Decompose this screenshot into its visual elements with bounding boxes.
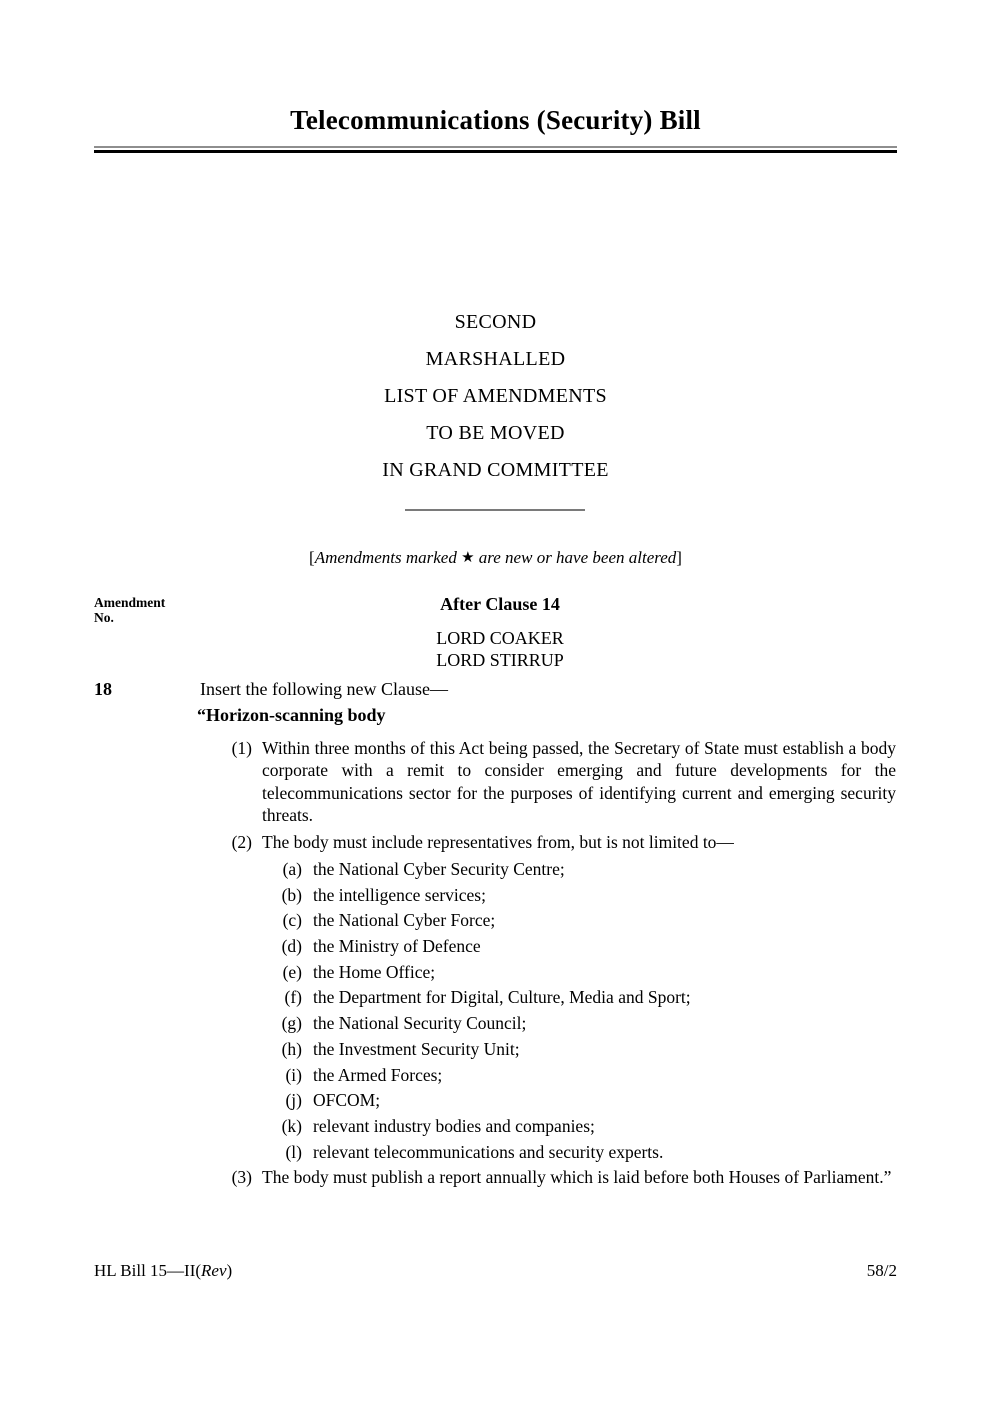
subitem-text: the National Cyber Security Centre; <box>313 859 565 879</box>
page-title: Telecommunications (Security) Bill <box>290 105 701 135</box>
subitem-text: the Home Office; <box>313 961 436 982</box>
amendment-no-label-line2: No. <box>94 610 114 625</box>
clause-paragraph-2 <box>218 831 896 853</box>
note-text-before-star: Amendments marked <box>314 548 462 567</box>
heading-line-3: LIST OF AMENDMENTS <box>384 385 607 407</box>
subitem-text: the National Security Council; <box>313 1013 527 1034</box>
amendment-number: 18 <box>94 679 112 699</box>
list-item <box>268 1088 888 1114</box>
clause-paragraph-3 <box>218 1166 896 1188</box>
sponsor-name-2: LORD STIRRUP <box>436 650 564 670</box>
starred-amendments-note <box>94 548 897 568</box>
list-item <box>268 1114 888 1140</box>
sponsor-list <box>200 627 800 671</box>
note-open-bracket: [ <box>309 548 315 567</box>
title-double-rule <box>94 146 897 153</box>
subitem-text: the Investment Security Unit; <box>313 1038 520 1059</box>
subitem-text: the National Cyber Force; <box>313 910 496 931</box>
subitem-text: OFCOM; <box>313 1090 381 1111</box>
bill-reference-prefix: HL Bill 15—II( <box>94 1261 202 1280</box>
list-heading-block <box>94 304 897 489</box>
star-icon: ★ <box>461 550 475 566</box>
paragraph-3-text: The body must publish a report annually which is laid before both Houses of Parliament.” <box>262 1167 892 1187</box>
subitem-text: the Department for Digital, Culture, Media and Sport; <box>313 987 691 1008</box>
amendment-no-label-line1: Amendment <box>94 595 166 610</box>
list-item <box>268 1037 888 1063</box>
paragraph-2-marker: (2) <box>231 832 252 852</box>
list-item <box>268 857 888 883</box>
insert-instruction: Insert the following new Clause— <box>200 679 448 699</box>
subitem-marker: (e) <box>282 961 302 982</box>
clause-heading: After Clause 14 <box>440 594 560 614</box>
subitem-text: relevant industry bodies and companies; <box>313 1115 595 1136</box>
title-rule-thin <box>94 146 897 148</box>
note-text-after-star: are new or have been altered <box>474 548 677 567</box>
heading-line-2: MARSHALLED <box>425 348 566 370</box>
subitem-marker: (g) <box>281 1013 302 1034</box>
title-rule-thick <box>94 150 897 153</box>
subitem-marker: (a) <box>282 859 302 879</box>
bill-reference-suffix: ) <box>226 1261 233 1280</box>
sponsor-name-1: LORD COAKER <box>436 628 564 648</box>
subitem-marker: (b) <box>281 884 302 905</box>
new-clause-title: “Horizon-scanning body <box>197 705 386 725</box>
subitem-marker: (f) <box>284 987 302 1008</box>
subitem-text: the intelligence services; <box>313 884 486 905</box>
heading-line-1: SECOND <box>454 311 537 333</box>
page-number: 58/2 <box>866 1261 897 1280</box>
bill-reference-revision: Rev <box>201 1261 227 1280</box>
list-item <box>268 1140 888 1166</box>
list-item <box>268 1011 888 1037</box>
paragraph-3-marker: (3) <box>231 1167 252 1187</box>
list-item <box>268 985 888 1011</box>
amendment-no-column-label <box>94 595 204 625</box>
subitem-marker: (h) <box>281 1038 302 1059</box>
subitem-marker: (c) <box>282 910 302 931</box>
clause-paragraph-1 <box>218 737 896 827</box>
paragraph-2-text: The body must include representatives from, but is not limited to— <box>262 832 734 852</box>
subitem-text: the Ministry of Defence <box>313 936 481 957</box>
paragraph-1-marker: (1) <box>231 738 252 758</box>
heading-line-5: IN GRAND COMMITTEE <box>382 459 609 481</box>
list-item <box>268 960 888 986</box>
list-item <box>268 934 888 960</box>
paragraph-1-text: Within three months of this Act being passed, the Secretary of State must establish a body corporate with a remit to consider emerging and future developments for the telecommunications sector for the purposes of identifying current and emerging security threats. <box>262 738 896 826</box>
subitem-marker: (j) <box>285 1090 302 1111</box>
subitem-text: relevant telecommunications and security experts. <box>313 1141 664 1162</box>
subitem-marker: (d) <box>281 936 302 957</box>
bill-reference <box>94 1261 232 1281</box>
heading-line-4: TO BE MOVED <box>426 422 565 444</box>
subitem-marker: (l) <box>285 1141 302 1162</box>
list-item <box>268 883 888 909</box>
note-close-bracket: ] <box>676 548 682 567</box>
clause-subitem-list <box>268 857 888 1165</box>
subitem-marker: (k) <box>281 1115 302 1136</box>
list-item <box>268 908 888 934</box>
list-item <box>268 1063 888 1089</box>
subitem-marker: (i) <box>285 1064 302 1085</box>
subitem-text: the Armed Forces; <box>313 1064 443 1085</box>
heading-separator-rule <box>405 509 585 511</box>
